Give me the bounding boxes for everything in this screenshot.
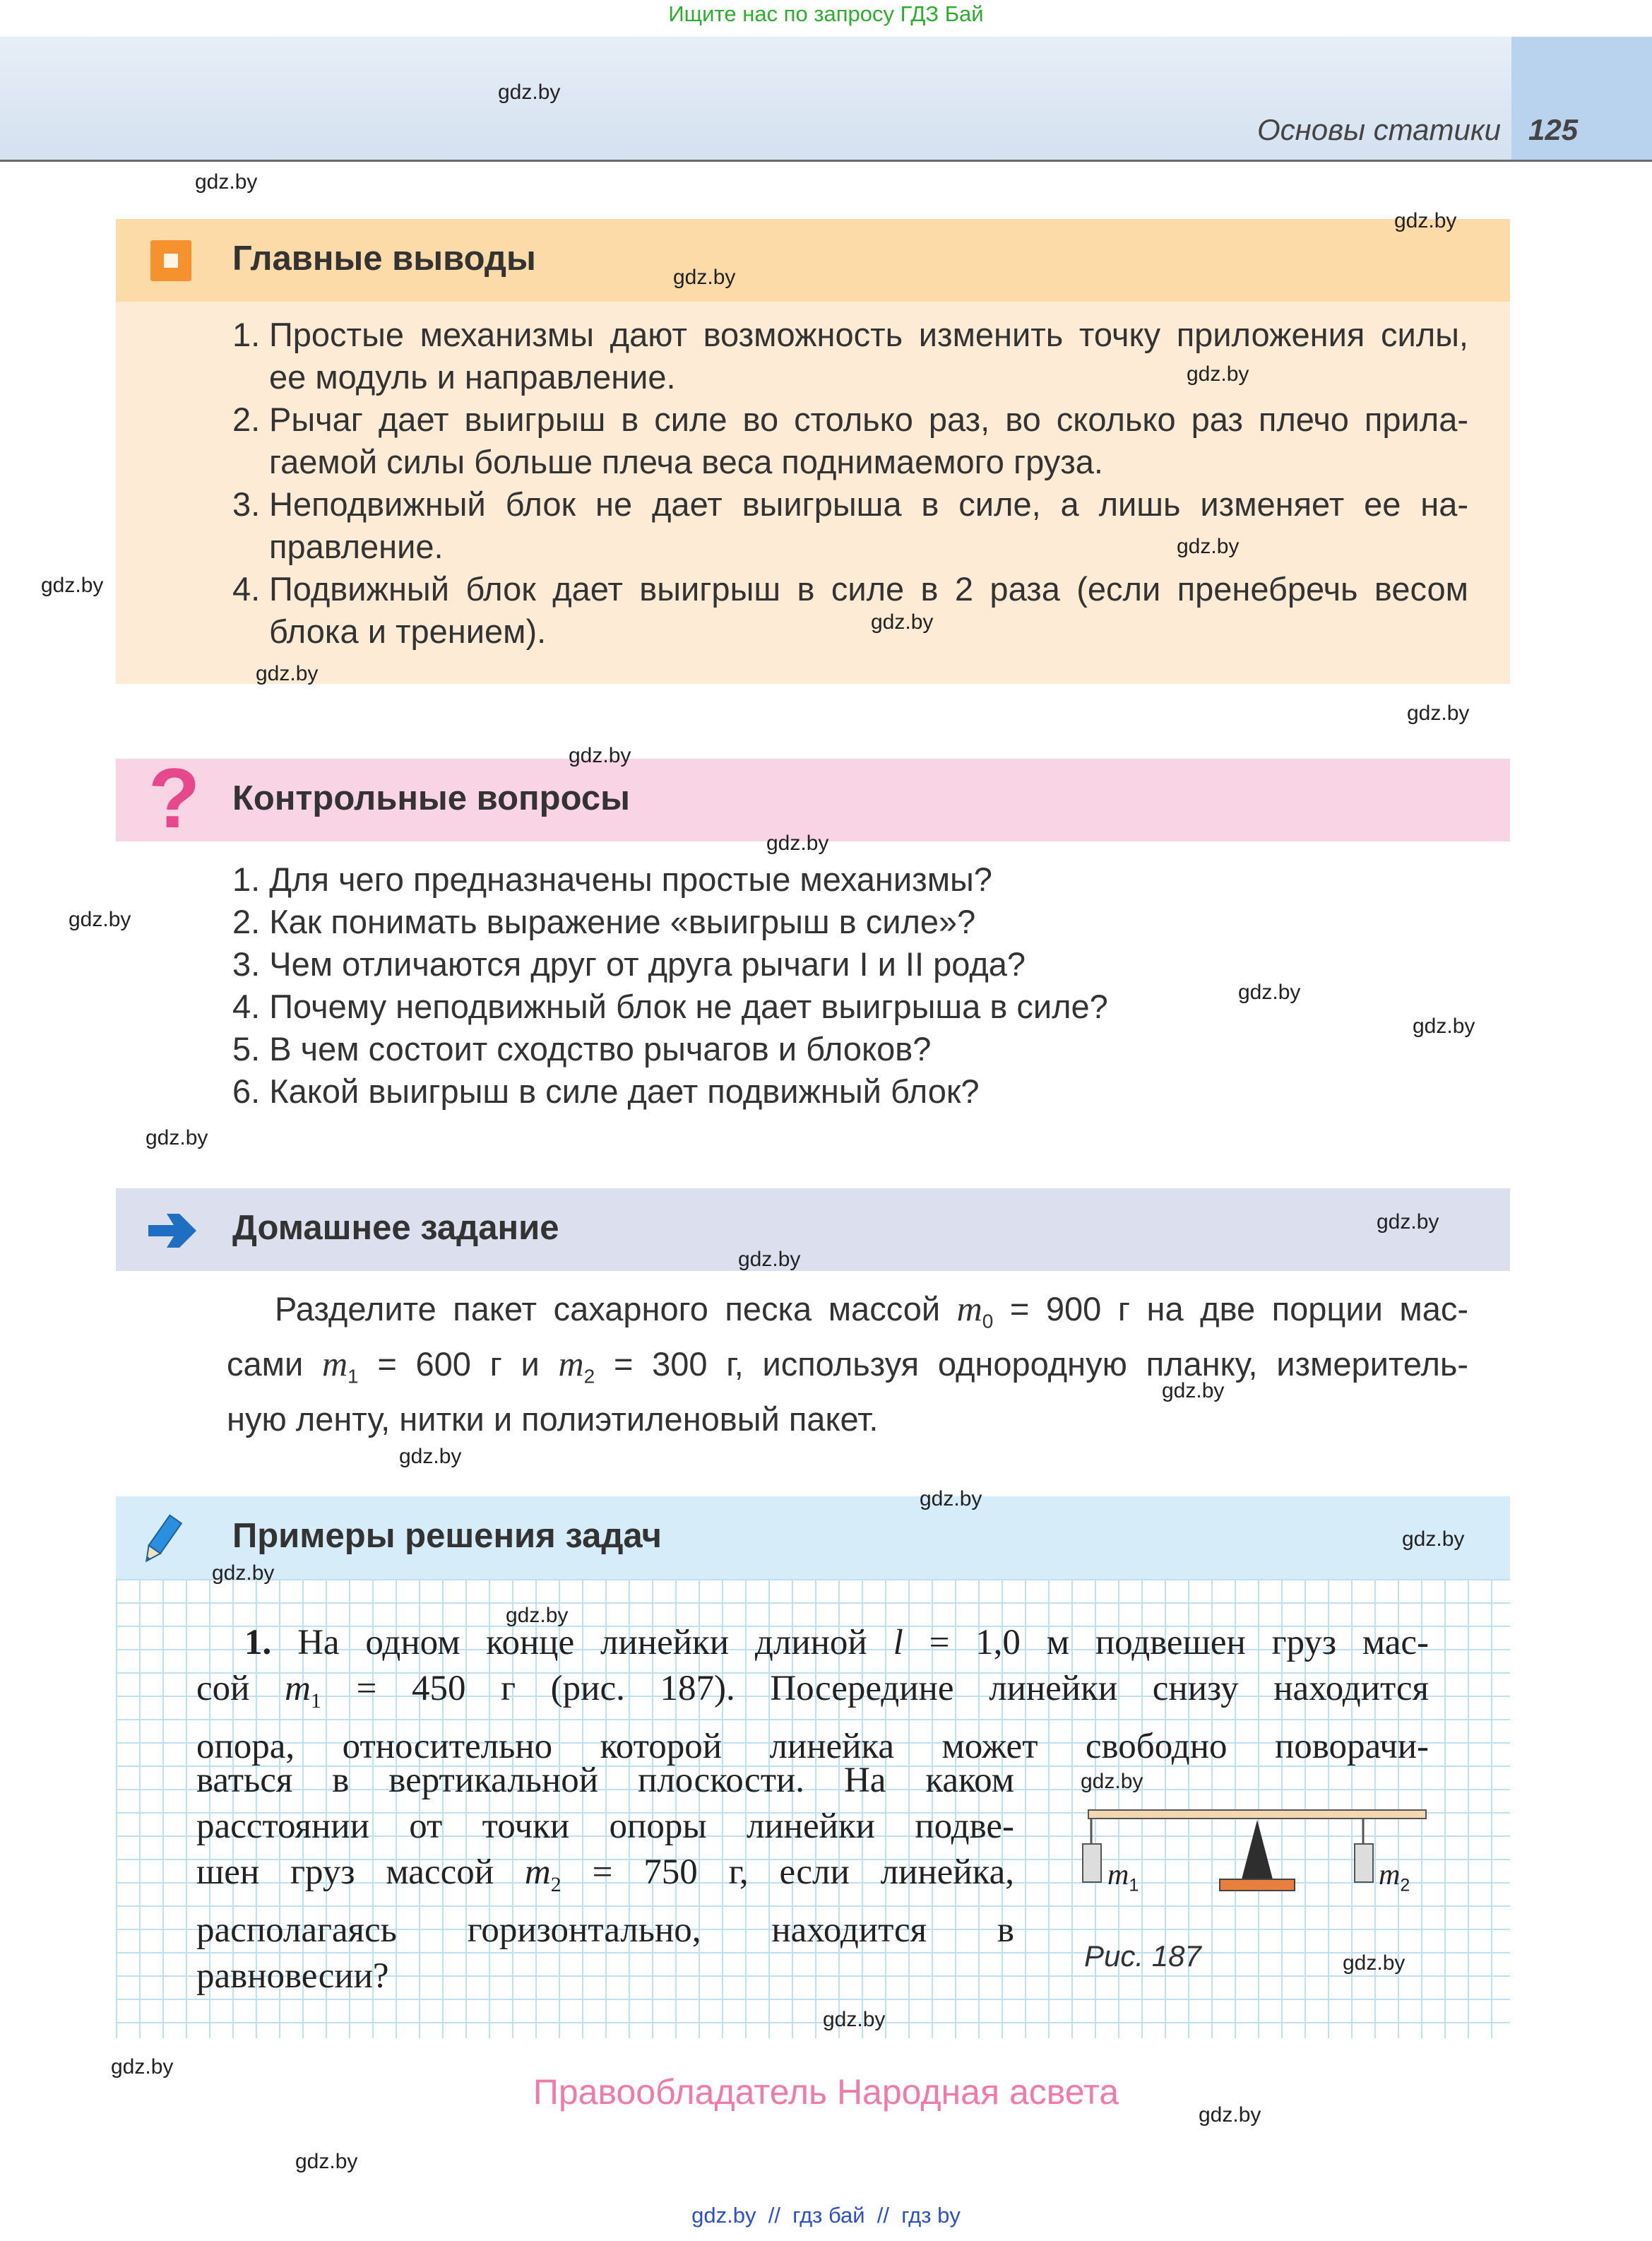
header-divider [0,160,1652,162]
watermark: gdz.by [145,1126,208,1149]
problem-line-5: расстоянии от точки опоры линейки подве- [196,1807,1014,1846]
conclusions-list [232,314,1468,653]
figure-label-m2: $m_2$ [1379,1859,1410,1896]
watermark: gdz.by [569,744,631,767]
figure-label-m1: $m_1$ [1107,1859,1139,1896]
section-title: Основы статики [1257,113,1502,146]
examples-title: Примеры решения задач [232,1517,662,1555]
list-item: 1. Для чего предназначены простые механизмы? [232,861,992,898]
watermark: gdz.by [41,574,104,597]
problem-line-4: ваться в вертикальной плоскости. На каком [196,1761,1014,1800]
list-item-continuation: гаемой силы больше плеча веса поднимаемого груза. [269,443,1103,480]
list-item-continuation: правление. [269,528,444,565]
watermark: gdz.by [111,2055,174,2079]
watermark: gdz.by [506,1604,569,1627]
list-item: 6. Какой выигрыш в силе дает подвижный блок? [232,1072,980,1110]
page-number: 125 [1528,113,1579,146]
list-item: 2. Как понимать выражение «выигрыш в силе»? [232,903,976,940]
problem-line-6: шен груз массой $m_2 = 750$ г, если линейка, [196,1852,1014,1897]
watermark: gdz.by [212,1561,275,1585]
watermark: gdz.by [1407,702,1470,725]
watermark: gdz.by [1377,1210,1439,1234]
watermark: gdz.by [399,1445,462,1468]
list-item: 1. Простые механизмы дают возможность изменить точку приложения силы, [232,316,1468,353]
top-banner: Ищите нас по запросу ГДЗ Бай [668,1,984,26]
watermark: gdz.by [256,662,319,685]
list-item: 4. Подвижный блок дает выигрыш в силе в 2 раза (если пренебречь весом [232,570,1468,608]
questions-title: Контрольные вопросы [232,779,630,817]
watermark: gdz.by [1343,1951,1406,1975]
watermark: gdz.by [871,610,934,634]
watermark: gdz.by [1413,1015,1475,1038]
watermark: gdz.by [1177,535,1240,558]
watermark: gdz.by [738,1248,801,1271]
watermark: gdz.by [1162,1379,1225,1402]
problem-line-8: равновесии? [196,1956,389,1997]
homework-line-2: сами $m_1 = 600$ г и $m_2 = 300$ г, используя однородную планку, измеритель- [227,1344,1469,1388]
watermark: gdz.by [1402,1527,1465,1551]
arrow-right-icon [145,1210,199,1252]
list-item: 3. Чем отличаются друг от друга рычаги I и II рода? [232,945,1026,983]
conclusions-title: Главные выводы [232,240,536,278]
fulcrum-base [1220,1879,1295,1891]
watermark: gdz.by [766,832,829,855]
right-weight [1355,1844,1373,1882]
problem-line-1: 1. На одном конце линейки длиной l = 1,0 м подвешен груз мас- [244,1623,1430,1662]
problem-line-3: опора, относительно которой линейка может свободно поворачи- [196,1727,1429,1767]
list-item: 5. В чем состоит сходство рычагов и блоков? [232,1030,932,1068]
copyright-text: Правообладатель Народная асвета [533,2072,1119,2112]
watermark: gdz.by [1199,2103,1261,2127]
watermark: gdz.by [1187,362,1249,386]
watermark: gdz.by [195,170,258,194]
left-weight [1083,1844,1101,1882]
fulcrum [1242,1820,1273,1879]
problem-line-7: располагаясь горизонтально, находится в [196,1910,1014,1951]
watermark: gdz.by [295,2150,358,2173]
figure-caption: Рис. 187 [1084,1939,1201,1973]
homework-title: Домашнее задание [232,1209,559,1247]
problem-line-2: сой $m_1 = 450$ г (рис. 187). Посередине линейки снизу находится [196,1669,1429,1713]
question-mark-icon: ? [148,751,201,846]
list-item-continuation: блока и трением). [269,613,547,650]
watermark: gdz.by [823,2008,886,2031]
list-item: 3. Неподвижный блок не дает выигрыша в силе, а лишь изменяет ее на- [232,485,1468,523]
watermark: gdz.by [673,266,736,289]
problem-text-narrow [196,1758,1014,1999]
pencil-icon [138,1512,184,1568]
watermark: gdz.by [69,908,131,931]
problem-text-full [196,1620,1429,1770]
homework-line-3: ную ленту, нитки и полиэтиленовый пакет. [227,1400,879,1438]
list-item-continuation: ее модуль и направление. [269,358,676,396]
lever-figure [1070,1794,1434,1915]
list-item: 2. Рычаг дает выигрыш в силе во столько раз, во сколько раз плечо прила- [232,401,1468,438]
homework-line-1: Разделите пакет сахарного песка массой $m_0 = 900$ г на две порции мас- [275,1289,1468,1332]
watermark: gdz.by [920,1487,982,1510]
watermark: gdz.by [1394,209,1457,232]
square-bullet-icon-inner [164,254,178,268]
footer-links[interactable]: gdz.by // гдз бай // гдз by [691,2203,961,2228]
watermark: gdz.by [1081,1770,1143,1793]
list-item: 4. Почему неподвижный блок не дает выигрыша в силе? [232,988,1108,1025]
watermark: gdz.by [498,81,561,104]
ruler-bar [1088,1810,1426,1819]
homework-text [227,1287,1469,1441]
watermark: gdz.by [1238,981,1301,1004]
